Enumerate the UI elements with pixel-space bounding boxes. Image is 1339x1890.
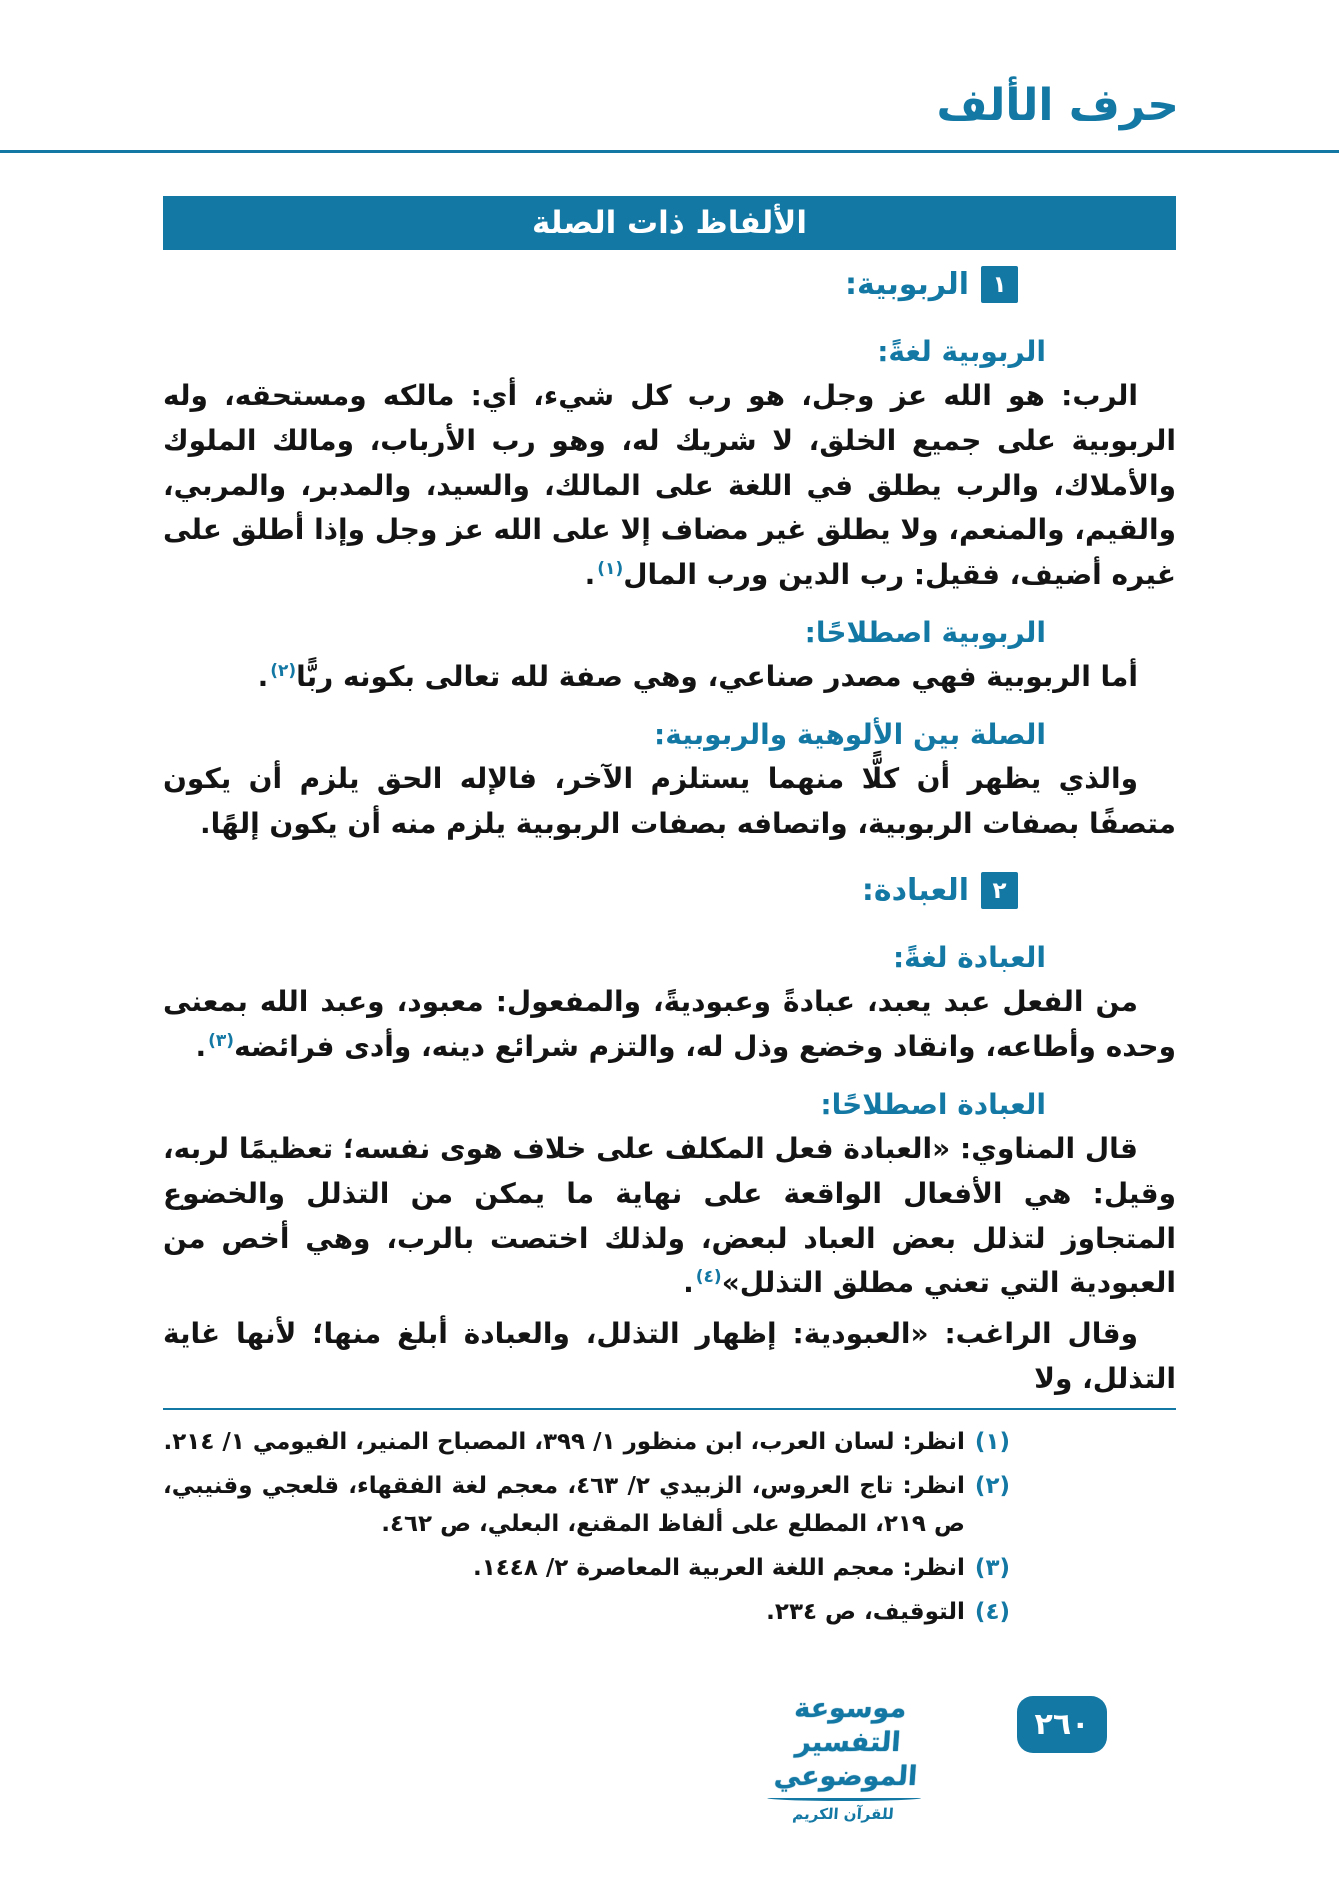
paragraph-ibadah-raghib	[163, 1312, 1176, 1402]
paragraph-text: والذي يظهر أن كلًّا منهما يستلزم الآخر، فالإله الحق يلزم أن يكون متصفًا بصفات الربوبية، واتصافه بصفات الربوبية يلزم منه أن يكون إلهًا.	[163, 761, 1176, 840]
footnote-2	[163, 1468, 1010, 1544]
page-content	[163, 196, 1176, 1890]
footnote-1-text: انظر: لسان العرب، ابن منظور ١/ ٣٩٩، المصباح المنير، الفيومي ١/ ٢١٤.	[163, 1428, 965, 1455]
publisher-logo-title: موسوعة التفسير الموضوعي	[773, 1693, 919, 1792]
footnote-3	[163, 1550, 1010, 1588]
footnote-4	[163, 1594, 1010, 1632]
paragraph-tail: .	[195, 1030, 207, 1064]
footnote-1	[163, 1424, 1010, 1462]
paragraph-text: الرب: هو الله عز وجل، هو رب كل شيء، أي: مالكه ومستحقه، وله الربوبية على جميع الخلق، لا شريك له، وهو رب الأرباب، ومالك الملوك والأملاك، والرب يطلق في اللغة على المالك، والسيد، والمدبر، والمربي، والقيم، والمنعم، ولا يطلق غير مضاف إلا على الله عز وجل وإذا أطلق على غيره أضيف، فقيل: رب الدين ورب المال	[163, 379, 1176, 592]
subheading-rububiyyah-terminology: الربوبية اصطلاحًا:	[804, 615, 1046, 649]
section-1-title: الربوبية:	[845, 267, 969, 302]
chapter-heading: حرف الألف	[936, 80, 1179, 131]
paragraph-ibadah-language	[163, 980, 1176, 1070]
section-1-number-badge: ١	[981, 266, 1018, 303]
footnote-1-marker: (١)	[974, 1428, 1010, 1455]
section-2-heading	[163, 872, 1018, 909]
publisher-logo	[732, 1692, 961, 1823]
footnote-3-text: انظر: معجم اللغة العربية المعاصرة ٢/ ١٤٤٨.	[472, 1554, 965, 1581]
paragraph-ibadah-terminology	[163, 1127, 1176, 1306]
subheading-rububiyyah-language: الربوبية لغةً:	[877, 335, 1046, 368]
footnote-2-marker: (٢)	[974, 1472, 1010, 1499]
footnote-2-text: انظر: تاج العروس، الزبيدي ٢/ ٤٦٣، معجم لغة الفقهاء، قلعجي وقنيبي، ص ٢١٩، المطلع على ألفاظ المقنع، البعلي، ص ٤٦٢.	[163, 1472, 965, 1537]
section-1-heading	[163, 266, 1018, 303]
paragraph-tail: .	[584, 558, 596, 592]
footnote-ref-1: (١)	[597, 558, 624, 579]
paragraph-text: وقال الراغب: «العبودية: إظهار التذلل، والعبادة أبلغ منها؛ لأنها غاية التذلل، ولا	[163, 1317, 1176, 1395]
page-number-badge: ٢٦٠	[1017, 1696, 1107, 1753]
footnote-ref-4: (٤)	[695, 1267, 722, 1288]
footnotes-divider	[163, 1408, 1176, 1410]
publisher-logo-subtitle: للقرآن الكريم	[791, 1805, 895, 1824]
paragraph-rububiyyah-language	[163, 374, 1176, 598]
footnote-3-marker: (٣)	[974, 1554, 1010, 1581]
section-2-title: العبادة:	[861, 873, 969, 909]
related-terms-banner: الألفاظ ذات الصلة	[163, 196, 1176, 250]
paragraph-uluhiyyah-rububiyyah-link	[163, 757, 1176, 847]
subheading-ibadah-terminology: العبادة اصطلاحًا:	[820, 1087, 1046, 1121]
paragraph-rububiyyah-terminology	[163, 655, 1176, 700]
footnote-ref-2: (٢)	[270, 660, 297, 681]
header-divider	[0, 150, 1339, 153]
footnotes-block	[163, 1408, 1176, 1638]
footnote-4-text: التوقيف، ص ٢٣٤.	[766, 1598, 965, 1625]
paragraph-tail: .	[257, 659, 269, 693]
paragraph-text: قال المناوي: «العبادة فعل المكلف على خلاف هوى نفسه؛ تعظيمًا لربه، وقيل: هي الأفعال الواقعة على نهاية ما يمكن من التذلل والخضوع المتجاوز لتذلل بعض العباد لبعض، ولذلك اختصت بالرب، وهي أخص من العبودية التي تعني مطلق التذلل»	[163, 1131, 1176, 1300]
subheading-ibadah-language: العبادة لغةً:	[892, 941, 1046, 975]
section-2-number-badge: ٢	[981, 872, 1018, 909]
subheading-uluhiyyah-rububiyyah-link: الصلة بين الألوهية والربوبية:	[654, 717, 1046, 751]
publisher-logo-flourish	[767, 1795, 921, 1801]
footnote-4-marker: (٤)	[974, 1598, 1010, 1625]
footnote-ref-3: (٣)	[208, 1030, 235, 1051]
paragraph-tail: .	[683, 1266, 694, 1300]
paragraph-text: أما الربوبية فهي مصدر صناعي، وهي صفة لله تعالى بكونه ربًّا	[296, 659, 1138, 693]
paragraph-text: من الفعل عبد يعبد، عبادةً وعبوديةً، والمفعول: معبود، وعبد الله بمعنى وحده وأطاعه، وانقاد وخضع وذل له، والتزم شرائع دينه، وأدى فرائضه	[163, 985, 1176, 1064]
